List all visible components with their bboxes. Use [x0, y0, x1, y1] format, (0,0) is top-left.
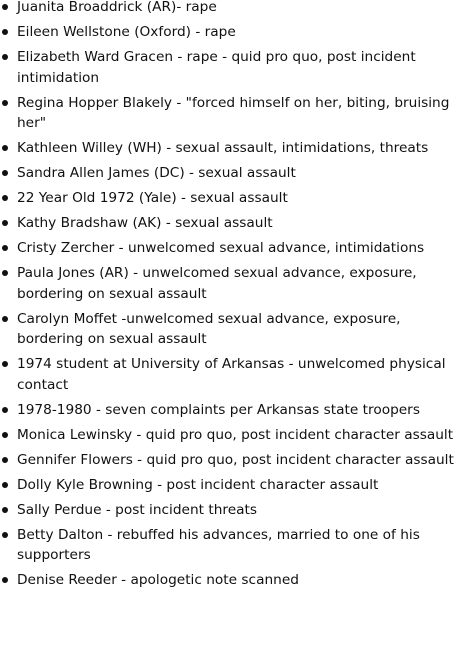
bullet-icon	[2, 407, 8, 413]
list-item	[0, 163, 455, 184]
list-item-text: 1974 student at University of Arkansas - unwelcomed physical contact	[17, 356, 446, 393]
list-item	[0, 93, 455, 134]
list-item-text: Betty Dalton - rebuffed his advances, married to one of his supporters	[17, 526, 420, 564]
list-item-text: Kathleen Willey (WH) - sexual assault, intimidations, threats	[17, 140, 429, 157]
bullet-icon	[2, 577, 8, 583]
bullet-icon	[2, 54, 8, 60]
list-item	[0, 425, 455, 446]
list-item	[0, 475, 455, 496]
list-item-text: Monica Lewinsky - quid pro quo, post incident character assault	[17, 426, 454, 443]
bullet-icon	[2, 507, 8, 513]
bullet-icon	[2, 145, 8, 151]
list-item-text: Paula Jones (AR) - unwelcomed sexual advance, exposure, bordering on sexual assault	[17, 265, 417, 302]
list-item	[0, 525, 455, 566]
list-item-text: Denise Reeder - apologetic note scanned	[17, 572, 299, 589]
list-item-text: Sally Perdue - post incident threats	[17, 501, 258, 518]
bullet-icon	[2, 316, 8, 322]
list-item	[0, 47, 455, 88]
bullet-icon	[2, 29, 8, 35]
bullet-icon	[2, 100, 8, 106]
list-item-text: Sandra Allen James (DC) - sexual assault	[17, 165, 296, 182]
list-item-text: Carolyn Moffet -unwelcomed sexual advance, exposure, bordering on sexual assault	[17, 310, 401, 348]
list-item	[0, 500, 455, 521]
list-item	[0, 309, 455, 350]
list-item	[0, 570, 455, 591]
list-item-text: Dolly Kyle Browning - post incident character assault	[17, 476, 379, 493]
bullet-icon	[2, 361, 8, 367]
list-item-text: 22 Year Old 1972 (Yale) - sexual assault	[17, 190, 288, 207]
bullet-icon	[2, 532, 8, 538]
bullet-icon	[2, 220, 8, 226]
bullet-icon	[2, 170, 8, 176]
bullet-icon	[2, 457, 8, 463]
bullet-icon	[2, 4, 8, 10]
list-item	[0, 238, 455, 259]
list-item	[0, 188, 455, 209]
list-item	[0, 263, 455, 304]
list-item	[0, 400, 455, 421]
bullet-icon	[2, 482, 8, 488]
list-item-text: Kathy Bradshaw (AK) - sexual assault	[17, 215, 273, 232]
bullet-icon	[2, 270, 8, 276]
list-item-text: Regina Hopper Blakely - "forced himself on her, biting, bruising her"	[17, 94, 450, 132]
list-item-text: Cristy Zercher - unwelcomed sexual advance, intimidations	[17, 240, 425, 257]
list-item	[0, 354, 455, 395]
list-item	[0, 450, 455, 471]
bullet-icon	[2, 432, 8, 438]
list-item	[0, 213, 455, 234]
bullet-icon	[2, 195, 8, 201]
list-item	[0, 138, 455, 159]
list-item	[0, 0, 455, 18]
list-item-text: Eileen Wellstone (Oxford) - rape	[17, 23, 236, 40]
list-item-text: Juanita Broaddrick (AR)- rape	[17, 0, 217, 15]
bullet-icon	[2, 245, 8, 251]
list-item-text: Gennifer Flowers - quid pro quo, post incident character assault	[17, 451, 454, 468]
list-item-text: 1978-1980 - seven complaints per Arkansas state troopers	[17, 401, 420, 418]
list-item-text: Elizabeth Ward Gracen - rape - quid pro quo, post incident intimidation	[17, 48, 416, 86]
list-item	[0, 22, 455, 43]
